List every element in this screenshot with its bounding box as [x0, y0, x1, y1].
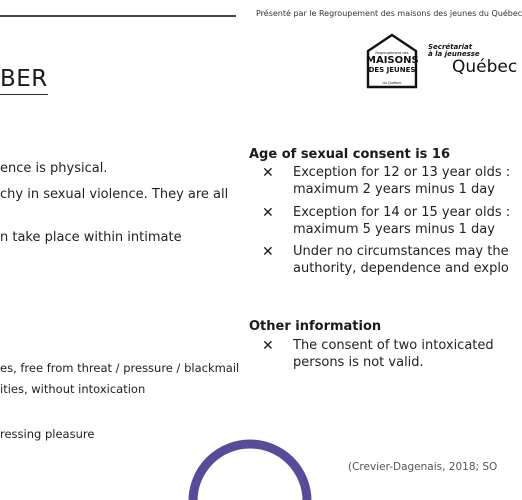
other-information-heading: Other information	[249, 319, 382, 334]
slide-title: BER	[0, 66, 48, 92]
logo-small-top: Regroupement des	[375, 51, 409, 55]
secretariat-line1: Secrétariat	[428, 43, 473, 51]
presented-by-text: Présenté par le Regroupement des maisons des jeunes du Québec	[256, 9, 522, 18]
age-item-line: maximum 2 years minus 1 day	[293, 182, 495, 197]
x-bullet-icon: ✕	[262, 244, 274, 260]
age-item-line: Under no circumstances may the	[293, 244, 509, 259]
secretariat-line2: à la jeunesse	[428, 50, 480, 59]
title-underline	[0, 94, 48, 95]
logo-big-line1: MAISONS	[366, 55, 419, 66]
citation-text: (Crevier-Dagenais, 2018; SO	[348, 461, 498, 473]
age-item-line: authority, dependence and explo	[293, 261, 509, 276]
age-consent-heading: Age of sexual consent is 16	[249, 147, 451, 162]
x-bullet-icon: ✕	[262, 205, 274, 221]
x-bullet-icon: ✕	[262, 165, 274, 181]
left-small-line: ressing pleasure	[0, 427, 95, 441]
decorative-ring	[186, 437, 314, 500]
left-small-line: ities, without intoxication	[0, 382, 146, 396]
left-text-line: chy in sexual violence. They are all	[0, 187, 229, 202]
top-divider	[0, 15, 236, 17]
left-text-line: n take place within intimate	[0, 230, 182, 245]
logo-big-line2: DES JEUNES	[368, 66, 416, 74]
age-item-line: Exception for 12 or 13 year olds :	[293, 165, 511, 180]
age-item-line: maximum 5 years minus 1 day	[293, 222, 495, 237]
other-item-line: persons is not valid.	[293, 355, 424, 370]
age-item-line: Exception for 14 or 15 year olds :	[293, 205, 511, 220]
maisons-des-jeunes-logo	[366, 33, 418, 89]
left-small-line: es, free from threat / pressure / blackmail	[0, 361, 240, 375]
other-item-line: The consent of two intoxicated	[293, 338, 494, 353]
quebec-wordmark: Québec	[452, 57, 518, 77]
left-text-line: ence is physical.	[0, 161, 108, 176]
logo-small-bottom: du Québec	[382, 81, 402, 85]
x-bullet-icon: ✕	[262, 338, 274, 354]
